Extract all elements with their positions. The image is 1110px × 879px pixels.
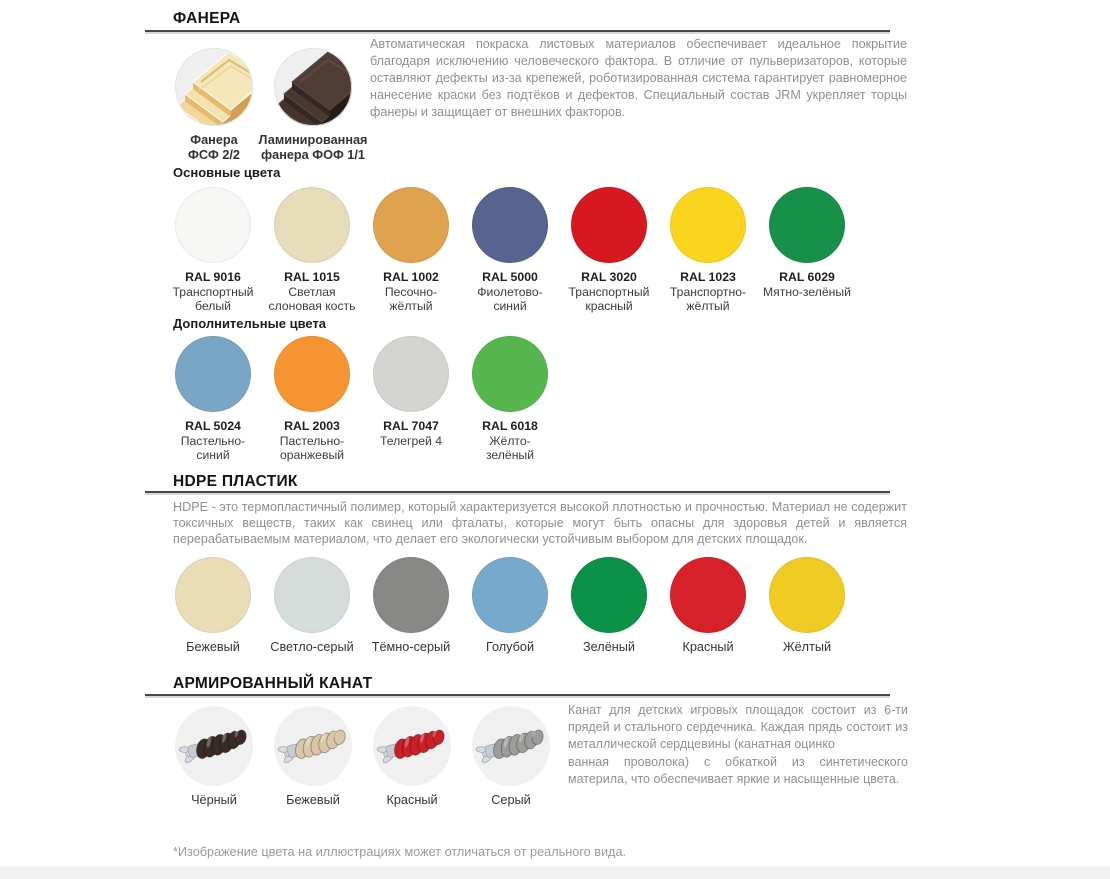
paragraph-line: ванная проволока) с обкаткой из синтетического [568,754,908,769]
ral-code-label: RAL 5024 [185,419,241,433]
plywood-material-label: Ламинированная [258,133,368,147]
ral-color-item [763,187,851,299]
main-colors-title: Основные цвета [173,165,281,180]
paragraph-line: благодаря исключению человеческого фактора. В отличие от пульверизаторов, которые [370,54,907,68]
hdpe-color-item [371,557,451,654]
color-circle [670,187,746,263]
color-name-line: Жёлто- [489,434,531,448]
ral-color-item [175,336,251,462]
color-circle [373,336,449,412]
color-disclaimer-footnote: *Изображение цвета на иллюстрациях может отличаться от реального вида. [173,845,627,859]
ral-code-label: RAL 6029 [779,270,835,284]
rope-color-name: Серый [491,793,531,807]
ral-code-label: RAL 7047 [383,419,439,433]
color-circle [571,557,647,633]
color-name-line: белый [195,299,231,313]
color-circle [274,187,350,263]
ral-color-item [472,187,548,313]
rope-colors-row [175,706,550,807]
ral-color-item [268,187,356,313]
rope-color-item [373,706,451,807]
ral-code-label: RAL 6018 [482,419,538,433]
hdpe-paragraph [173,499,907,548]
color-circle [175,557,251,633]
section-title-rope: АРМИРОВАННЫЙ КАНАТ [173,675,373,692]
ral-color-item [274,336,350,462]
hdpe-color-item [769,557,845,654]
color-name-line: Фиолетово- [477,285,543,299]
paragraph-line: прядей и стального сердечника. Каждая прядь состоит из [568,720,908,735]
color-name-line: Светлая [288,285,336,299]
color-circle [769,187,845,263]
ral-code-label: RAL 5000 [482,270,538,284]
paragraph-line: металлической сердцевины (канатная оцинко [568,737,835,752]
plywood-materials-row [175,48,368,162]
ral-code-label: RAL 1023 [680,270,736,284]
color-circle [472,336,548,412]
extra-colors-row [175,336,548,462]
color-circle [175,187,251,263]
plywood-material-item [175,48,253,162]
plywood-material-item [258,48,368,162]
paragraph-line: материла, что обеспечивает яркие и насыщенные цвета. [568,771,900,786]
color-circle [274,557,350,633]
page-bottom-strip [0,866,1110,879]
hdpe-color-item [571,557,647,654]
color-name-line: Транспортный [568,285,650,299]
plywood-fsf-image [175,48,253,126]
rope-image [472,706,550,786]
color-name: Голубой [485,640,535,654]
rope-image [175,706,253,786]
rope-image [373,706,451,786]
hdpe-color-item [175,557,251,654]
plywood-paragraph [370,36,907,121]
color-name: Тёмно-серый [371,640,451,654]
rope-color-name: Бежевый [286,793,340,807]
ral-color-item [568,187,650,313]
color-name-line: оранжевый [279,448,345,462]
paragraph-line: оставляют дефекты из-за крепежей, роботизированная система гарантирует равномерное [370,71,907,85]
color-name-line: Телегрей 4 [380,434,442,448]
ral-color-item [669,187,747,313]
color-circle [472,557,548,633]
paragraph-line: токсичных веществ, таких как свинец или фталаты, которые могут быть опасны для здоровья детей и является [173,516,907,531]
color-circle [274,336,350,412]
color-name-line: синий [196,448,230,462]
color-name-line: Транспортно- [669,285,747,299]
main-colors-row [172,187,851,313]
rope-color-item [472,706,550,807]
color-name: Жёлтый [782,640,832,654]
section-divider [145,30,890,32]
hdpe-colors-row [175,557,845,654]
color-circle [571,187,647,263]
rope-color-item [274,706,352,807]
color-circle [670,557,746,633]
rope-paragraph [568,702,908,788]
ral-code-label: RAL 9016 [185,270,241,284]
plywood-material-label: фанера ФОФ 1/1 [261,148,365,162]
hdpe-color-item [270,557,354,654]
section-divider [145,694,890,696]
extra-colors-title: Дополнительные цвета [173,316,327,331]
ral-color-item [373,336,449,448]
color-name-line: слоновая кость [268,299,356,313]
paragraph-line: фанеры и защищает от внешних факторов. [370,105,626,119]
color-name: Светло-серый [270,640,354,654]
ral-color-item [373,187,449,313]
ral-code-label: RAL 2003 [284,419,340,433]
color-circle [373,557,449,633]
color-circle [373,187,449,263]
color-circle [472,187,548,263]
color-name: Бежевый [186,640,240,654]
color-name-line: Песочно- [384,285,438,299]
paragraph-line: HDPE - это термопластичный полимер, который характеризуется высокой плотностью и прочностью. Материал не содержит [173,500,907,514]
color-name-line: жёлтый [389,299,433,313]
color-name-line: Пастельно- [279,434,345,448]
paragraph-line: перерабатываемым материалом, что делает его экологически устойчивым выбором для детских площадок. [173,532,808,547]
rope-color-item [175,706,253,807]
color-name-line: синий [493,299,527,313]
plywood-material-label: Фанера [190,133,238,147]
ral-color-item [472,336,548,462]
section-title-hdpe: HDPE ПЛАСТИК [173,473,298,490]
ral-code-label: RAL 1015 [284,270,340,284]
plywood-fof-image [274,48,352,126]
color-name-line: Транспортный [172,285,254,299]
hdpe-color-item [670,557,746,654]
color-name-line: жёлтый [686,299,730,313]
color-name-line: красный [585,299,633,313]
color-name-line: Мятно-зелёный [763,285,851,299]
rope-image [274,706,352,786]
paragraph-line: Автоматическая покраска листовых материалов обеспечивает идеальное покрытие [370,37,907,51]
color-name-line: Пастельно- [180,434,246,448]
ral-color-item [172,187,254,313]
color-name-line: зелёный [485,448,534,462]
ral-code-label: RAL 3020 [581,270,637,284]
section-divider [145,491,890,493]
rope-color-name: Красный [386,793,438,807]
rope-color-name: Чёрный [191,793,237,807]
plywood-material-label: ФСФ 2/2 [188,148,240,162]
paragraph-line: Канат для детских игровых площадок состоит из 6-ти [568,703,908,717]
hdpe-color-item [472,557,548,654]
section-title-plywood: ФАНЕРА [173,10,241,27]
paragraph-line: нанесение краски без подтёков и дефектов. Специальный состав JRM укрепляет торцы [370,88,907,102]
color-name: Красный [682,640,734,654]
color-circle [175,336,251,412]
color-circle [769,557,845,633]
ral-code-label: RAL 1002 [383,270,439,284]
color-name: Зелёный [583,640,635,654]
